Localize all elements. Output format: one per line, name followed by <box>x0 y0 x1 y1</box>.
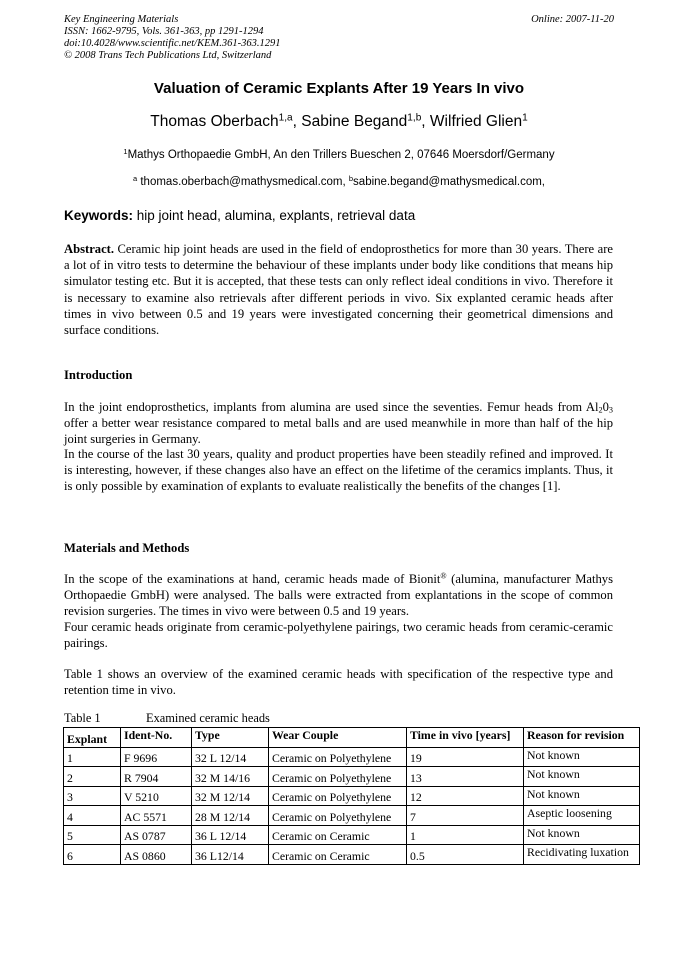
affiliation-mark: 1 <box>123 146 128 156</box>
column-header: Type <box>192 728 269 748</box>
abstract-label: Abstract. <box>64 242 115 256</box>
author-affil-mark: 1 <box>522 112 528 124</box>
column-header: Wear Couple <box>269 728 407 748</box>
table-caption-text: Examined ceramic heads <box>146 711 270 725</box>
table-caption <box>64 711 270 726</box>
table-cell: Recidivating luxation <box>524 845 640 865</box>
online-date: Online: 2007-11-20 <box>531 14 614 25</box>
email-mark: b <box>348 173 354 183</box>
author-name: Thomas Oberbach <box>150 113 279 130</box>
table-cell: Not known <box>524 786 640 806</box>
abstract <box>64 241 613 338</box>
table-cell: Ceramic on Polyethylene <box>269 806 407 826</box>
table-cell: 7 <box>407 806 524 826</box>
keywords-text: hip joint head, alumina, explants, retrieval data <box>133 208 416 223</box>
section-heading-introduction: Introduction <box>64 368 133 382</box>
methods-paragraph: Table 1 shows an overview of the examined ceramic heads with specification of the respective type and retention time in vivo. <box>64 667 613 698</box>
author-separator: , <box>421 113 430 130</box>
email-mark: a <box>133 173 138 183</box>
intro-text: offer a better wear resistance compared to metal balls and are used meanwhile in more than half of the hip joint surgeries in Germany. <box>64 416 613 447</box>
author-affil-mark: 1,b <box>407 112 422 124</box>
copyright-line: © 2008 Trans Tech Publications Ltd, Switzerland <box>64 50 272 61</box>
table-cell: Ceramic on Polyethylene <box>269 747 407 767</box>
introduction-paragraph <box>64 399 613 448</box>
table-cell: F 9696 <box>121 747 192 767</box>
table-row <box>64 747 640 767</box>
table-cell: 5 <box>64 825 121 845</box>
table-cell: 2 <box>64 767 121 787</box>
table-cell: AS 0860 <box>121 845 192 865</box>
intro-text: 0 <box>602 400 609 414</box>
author-emails <box>0 173 678 188</box>
affiliation <box>0 146 678 161</box>
column-header: Explant <box>64 728 121 748</box>
section-heading-methods: Materials and Methods <box>64 541 190 555</box>
table-row <box>64 825 640 845</box>
table-label: Table 1 <box>64 711 101 725</box>
table-cell: 12 <box>407 786 524 806</box>
table-row <box>64 786 640 806</box>
table-cell: Ceramic on Polyethylene <box>269 767 407 787</box>
intro-text: In the joint endoprosthetics, implants from alumina are used since the seventies. Femur heads from Al <box>64 400 599 414</box>
explant-table <box>63 727 640 865</box>
table-cell: 28 M 12/14 <box>192 806 269 826</box>
table-cell: Ceramic on Ceramic <box>269 845 407 865</box>
table-cell: 1 <box>407 825 524 845</box>
table-header-row <box>64 728 640 748</box>
column-header: Reason for revision <box>524 728 640 748</box>
table-cell: 36 L 12/14 <box>192 825 269 845</box>
keywords-label: Keywords: <box>64 208 134 223</box>
column-header: Ident-No. <box>121 728 192 748</box>
doi-line: doi:10.4028/www.scientific.net/KEM.361-363.1291 <box>64 38 281 49</box>
table-cell: AC 5571 <box>121 806 192 826</box>
table-cell: 3 <box>64 786 121 806</box>
journal-name: Key Engineering Materials <box>64 14 179 25</box>
affiliation-text: Mathys Orthopaedie GmbH, An den Trillers Bueschen 2, 07646 Moersdorf/Germany <box>127 149 555 161</box>
table-cell: Aseptic loosening <box>524 806 640 826</box>
table-cell: Not known <box>524 767 640 787</box>
journal-header <box>64 14 281 62</box>
table-cell: 32 L 12/14 <box>192 747 269 767</box>
subscript: 2 <box>598 405 603 415</box>
table-cell: 32 M 14/16 <box>192 767 269 787</box>
table-cell: Not known <box>524 825 640 845</box>
keywords <box>64 208 415 223</box>
table-cell: Ceramic on Ceramic <box>269 825 407 845</box>
introduction-paragraph: In the course of the last 30 years, quality and product properties have been steadily refined and improved. It is interesting, however, if these changes also have an effect on the lifetime of the ceramics implants. Thus, it is only possible by examination of explants to evaluate realistically the benefits of the changes [1]. <box>64 447 613 494</box>
table-cell: 32 M 12/14 <box>192 786 269 806</box>
methods-text: (alumina, manufacturer Mathys Orthopaedie GmbH) were analysed. The balls were extracted from explantations in the scope of common revision surgeries. The times in vivo were between 0.5 and 19 years. <box>64 572 613 619</box>
paper-title: Valuation of Ceramic Explants After 19 Years In vivo <box>153 80 525 97</box>
table-cell: R 7904 <box>121 767 192 787</box>
author-list <box>0 113 678 131</box>
table-cell: 1 <box>64 747 121 767</box>
table-cell: 6 <box>64 845 121 865</box>
author-name: Wilfried Glien <box>429 113 523 130</box>
methods-paragraph <box>64 571 613 620</box>
table-cell: 36 L12/14 <box>192 845 269 865</box>
table-row <box>64 767 640 787</box>
table-row <box>64 806 640 826</box>
abstract-text: Ceramic hip joint heads are used in the field of endoprosthetics for more than 30 years. There are a lot of in vitro tests to determine the behaviour of these implants under body like conditions that means hip simulator testing etc. But it is accepted, that these tests can only reflect ideal conditions in vivo. Therefore it is necessary to examine also retrievals after different periods in vivo. Six explanted ceramic heads after times in vivo between 0.5 and 19 years were investigated concerning their geometrical dimensions and surface conditions. <box>64 242 613 338</box>
table-cell: AS 0787 <box>121 825 192 845</box>
table-cell: 4 <box>64 806 121 826</box>
table-cell: 13 <box>407 767 524 787</box>
author-affil-mark: 1,a <box>278 112 293 124</box>
author-name: Sabine Begand <box>301 113 408 130</box>
author-separator: , <box>292 113 302 130</box>
email-address[interactable]: sabine.begand@mathysmedical.com, <box>353 176 545 188</box>
table-cell: 19 <box>407 747 524 767</box>
column-header: Time in vivo [years] <box>407 728 524 748</box>
methods-paragraph: Four ceramic heads originate from ceramic-polyethylene pairings, two ceramic heads from ceramic-ceramic pairings. <box>64 620 613 651</box>
table-cell: Not known <box>524 747 640 767</box>
table-cell: V 5210 <box>121 786 192 806</box>
registered-mark: ® <box>440 571 447 581</box>
table-cell: Ceramic on Polyethylene <box>269 786 407 806</box>
table-row <box>64 845 640 865</box>
issn-line: ISSN: 1662-9795, Vols. 361-363, pp 1291-1294 <box>64 26 264 37</box>
email-address[interactable]: thomas.oberbach@mathysmedical.com, <box>137 176 349 188</box>
table-cell: 0.5 <box>407 845 524 865</box>
subscript: 3 <box>608 405 613 415</box>
methods-text: In the scope of the examinations at hand, ceramic heads made of Bionit <box>64 572 441 586</box>
